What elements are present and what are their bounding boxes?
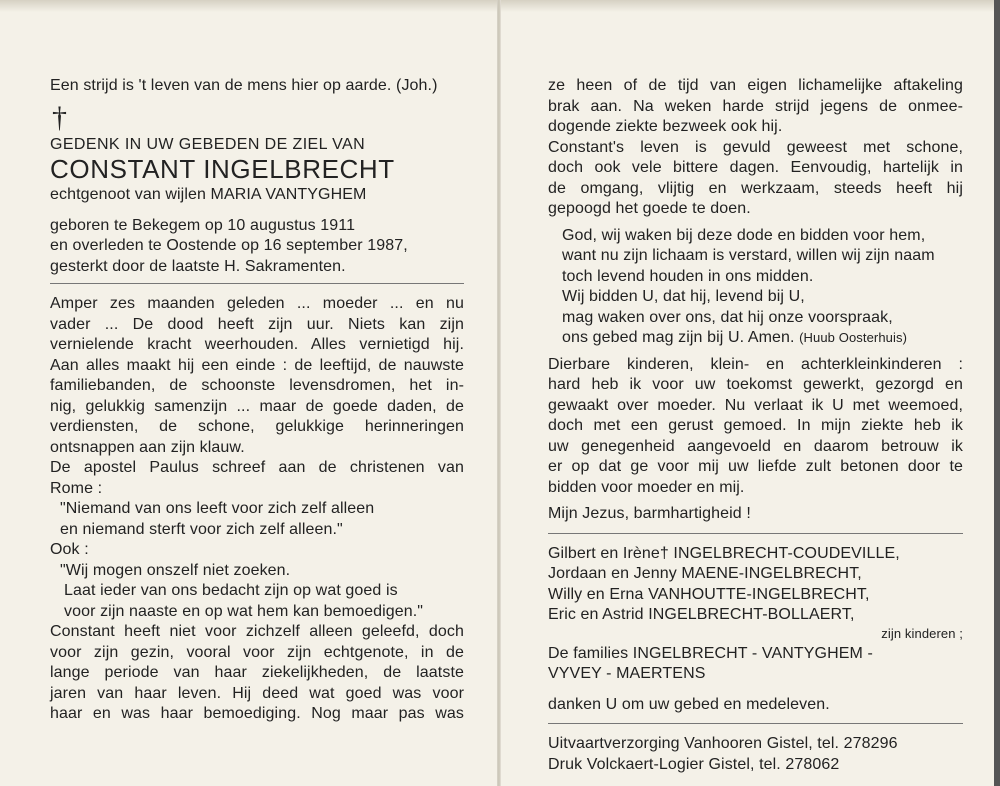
body-line: Constant's leven is gevuld geweest met schone, (548, 138, 963, 156)
family-line: Eric en Astrid INGELBRECHT-BOLLAERT, (548, 606, 855, 623)
family-line: Gilbert en Irène† INGELBRECHT-COUDEVILLE, (548, 544, 900, 562)
message-line: Dierbare kinderen, klein- en achterkleinkinderen : (548, 355, 963, 373)
prayer-line: want nu zijn lichaam is verstard, willen wij zijn naam (562, 247, 935, 264)
children-note: zijn kinderen ; (881, 625, 963, 641)
body-line: vernielende kracht weerhouden. Alles vernietigd hij. (50, 336, 464, 353)
prayer-line: Wij bidden U, dat hij, levend bij U, (562, 288, 805, 305)
families-line: VYVEY - MAERTENS (548, 665, 706, 682)
body-line: vader ... De dood heeft zijn uur. Niets kan zijn (50, 315, 464, 333)
quote-line: "Wij mogen onszelf niet zoeken. (60, 561, 291, 579)
prayer-line: mag waken over ons, dat hij onze voorspraak, (562, 308, 893, 326)
right-body (548, 76, 963, 220)
body-line: lange periode van haar ziekelijkheden, de laatste (50, 664, 464, 681)
quote-line: "Niemand van ons leeft voor zich zelf alleen (60, 500, 375, 517)
body-line: Rome : (50, 479, 103, 497)
right-page (548, 76, 963, 775)
quote-line: Laat ieder van ons bedacht zijn op wat goed is (64, 582, 398, 599)
prayer-line (548, 328, 963, 349)
body-line: doch ook vele bittere dagen. Eenvoudig, hartelijk in (548, 159, 963, 176)
family-line: Willy en Erna VANHOUTTE-INGELBRECHT, (548, 585, 870, 603)
card-right-edge (994, 0, 1000, 786)
body-line: De apostel Paulus schreef aan de christenen van (50, 459, 464, 476)
body-line: voor zijn gezin, vooral voor zijn echtgenote, in de (50, 643, 464, 661)
divider (548, 533, 963, 534)
prayer-line: God, wij waken bij deze dode en bidden voor hem, (562, 226, 926, 244)
card-fold (497, 0, 501, 786)
quote-line: en niemand sterft voor zich zelf alleen." (60, 520, 343, 538)
body-line: Amper zes maanden geleden ... moeder ... en nu (50, 295, 464, 312)
body-line: Constant heeft niet voor zichzelf alleen geleefd, doch (50, 623, 464, 640)
birth-line: geboren te Bekegem op 10 augustus 1911 (50, 216, 356, 234)
body-line: de omgang, vlijtig en werkzaam, steeds heeft hij (548, 179, 963, 197)
prayer-line: toch levend houden in ons midden. (562, 267, 814, 285)
cross-icon: † (52, 100, 68, 134)
body-line: gepoogd het goede te doen. (548, 200, 751, 217)
body-line: ontsnappen aan zijn klauw. (50, 438, 245, 456)
prayer-amen: ons gebed mag zijn bij U. Amen. (562, 329, 795, 346)
body-line: brak aan. Na weken harde strijd jegens de onmee- (548, 97, 963, 115)
quote-line: voor zijn naaste en op wat hem kan bemoedigen." (64, 602, 424, 620)
spouse-line: echtgenoot van wijlen MARIA VANTYGHEM (50, 186, 367, 203)
body-line: haar en was haar bemoediging. Nog maar pas was (50, 705, 464, 722)
family-line: Jordaan en Jenny MAENE-INGELBRECHT, (548, 565, 862, 582)
message-line: bidden voor moeder en mij. (548, 478, 745, 496)
message-line: doch met een gerust gemoed. In mijn ziekte heb ik (548, 417, 963, 434)
body-line: familiebanden, de schoonste levensdromen, het in- (50, 377, 464, 394)
body-line: ze heen of de tijd van eigen lichamelijke aftakeling (548, 77, 963, 94)
divider (548, 723, 963, 724)
printer-line: Druk Volckaert-Logier Gistel, tel. 278062 (548, 755, 840, 773)
sacraments-line: gesterkt door de laatste H. Sakramenten. (50, 257, 346, 275)
prayer (548, 226, 963, 349)
body-line: dogende ziekte bezweek ook hij. (548, 118, 783, 135)
body-line: jaren van haar leven. Hij deed wat goed was voor (50, 684, 464, 702)
funeral-director: Uitvaartverzorging Vanhooren Gistel, tel. 278296 (548, 735, 898, 752)
farewell-message (548, 355, 963, 499)
family-list (548, 544, 963, 642)
epigraph: Een strijd is 't leven van de mens hier op aarde. (Joh.) (50, 77, 438, 94)
left-page (50, 76, 464, 725)
remember-heading: GEDENK IN UW GEBEDEN DE ZIEL VAN (50, 135, 366, 153)
death-line: en overleden te Oostende op 16 september 1987, (50, 237, 408, 254)
body-line: verdiensten, de schone, gelukkige herinneringen (50, 418, 464, 435)
left-body (50, 294, 464, 725)
message-line: hard heb ik voor uw toekomst gewerkt, gezorgd en (548, 376, 963, 393)
body-line: nig, gelukkig samenzijn ... maar de goede daden, de (50, 397, 464, 415)
divider (50, 283, 464, 284)
closing-line: Mijn Jezus, barmhartigheid ! (548, 505, 751, 522)
thanks-line: danken U om uw gebed en medeleven. (548, 695, 830, 713)
prayer-credit: (Huub Oosterhuis) (799, 330, 908, 345)
message-line: gewaakt over moeder. Nu verlaat ik U met weemoed, (548, 396, 963, 414)
body-line: Ook : (50, 541, 89, 558)
body-line: Aan alles maakt hij een einde : de leeftijd, de nauwste (50, 356, 464, 374)
families-line: De families INGELBRECHT - VANTYGHEM - (548, 644, 873, 662)
message-line: uw genegenheid aangevoeld en daarom betrouw ik (548, 437, 963, 455)
deceased-name: CONSTANT INGELBRECHT (50, 154, 395, 184)
message-line: er op dat ge voor mij uw liefde zult betonen door te (548, 458, 963, 475)
